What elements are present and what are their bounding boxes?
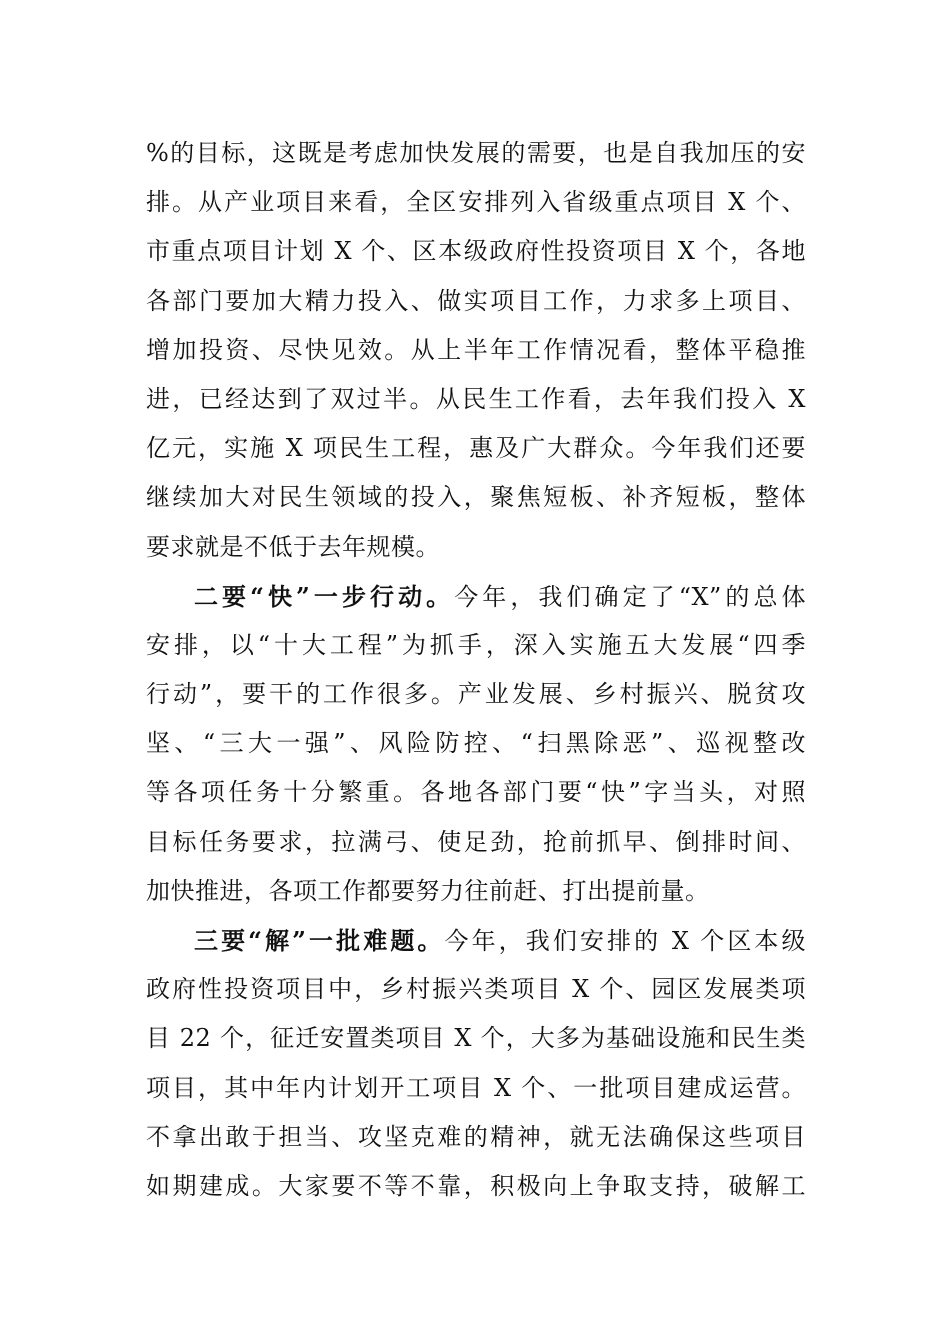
text-line: 加快推进，各项工作都要努力往前赶、打出提前量。: [146, 876, 710, 905]
text-line: 目标任务要求，拉满弓、使足劲，抢前抓早、倒排时间、: [146, 827, 806, 856]
paragraph-3: [146, 916, 806, 1211]
text-line: 排。从产业项目来看，全区安排列入省级重点项目 X 个、: [146, 188, 806, 217]
paragraph-2: [146, 572, 806, 916]
text-line: 如期建成。大家要不等不靠，积极向上争取支持，破解工: [146, 1171, 806, 1200]
document-body: [146, 129, 806, 1211]
paragraph-heading: 二要“快”一步行动。: [194, 581, 455, 611]
paragraph-1: [146, 129, 806, 572]
text-line: 行动”，要干的工作很多。产业发展、乡村振兴、脱贫攻: [146, 680, 806, 709]
paragraph-heading: 三要“解”一批难题。: [194, 926, 445, 955]
text-line: 增加投资、尽快见效。从上半年工作情况看，整体平稳推: [146, 335, 806, 364]
text-line: 项目，其中年内计划开工项目 X 个、一批项目建成运营。: [146, 1073, 806, 1102]
text-line: 坚、“三大一强”、风险防控、“扫黑除恶”、巡视整改: [146, 729, 806, 758]
text-run: 今年，我们确定了“X”的总体: [454, 582, 807, 611]
text-line: 市重点项目计划 X 个、区本级政府性投资项目 X 个，各地: [146, 237, 806, 266]
text-line: 进，已经达到了双过半。从民生工作看，去年我们投入 X: [146, 384, 806, 413]
text-line: 要求就是不低于去年规模。: [146, 532, 440, 561]
text-line-first: [146, 916, 806, 965]
text-line: 政府性投资项目中，乡村振兴类项目 X 个、园区发展类项: [146, 975, 806, 1004]
text-line: 不拿出敢于担当、攻坚克难的精神，就无法确保这些项目: [146, 1122, 806, 1151]
text-line: 继续加大对民生领域的投入，聚焦短板、补齐短板，整体: [146, 483, 806, 512]
text-line: 各部门要加大精力投入、做实项目工作，力求多上项目、: [146, 286, 806, 315]
text-line: 安排，以“十大工程”为抓手，深入实施五大发展“四季: [146, 630, 806, 659]
text-line: 等各项任务十分繁重。各地各部门要“快”字当头，对照: [146, 778, 806, 807]
text-line: 目 22 个，征迁安置类项目 X 个，大多为基础设施和民生类: [146, 1024, 806, 1053]
text-line: 亿元，实施 X 项民生工程，惠及广大群众。今年我们还要: [146, 434, 806, 463]
text-line-first: [146, 572, 806, 621]
text-run: 今年，我们安排的 X 个区本级: [444, 927, 806, 955]
text-line: %的目标，这既是考虑加快发展的需要，也是自我加压的安: [146, 139, 806, 167]
